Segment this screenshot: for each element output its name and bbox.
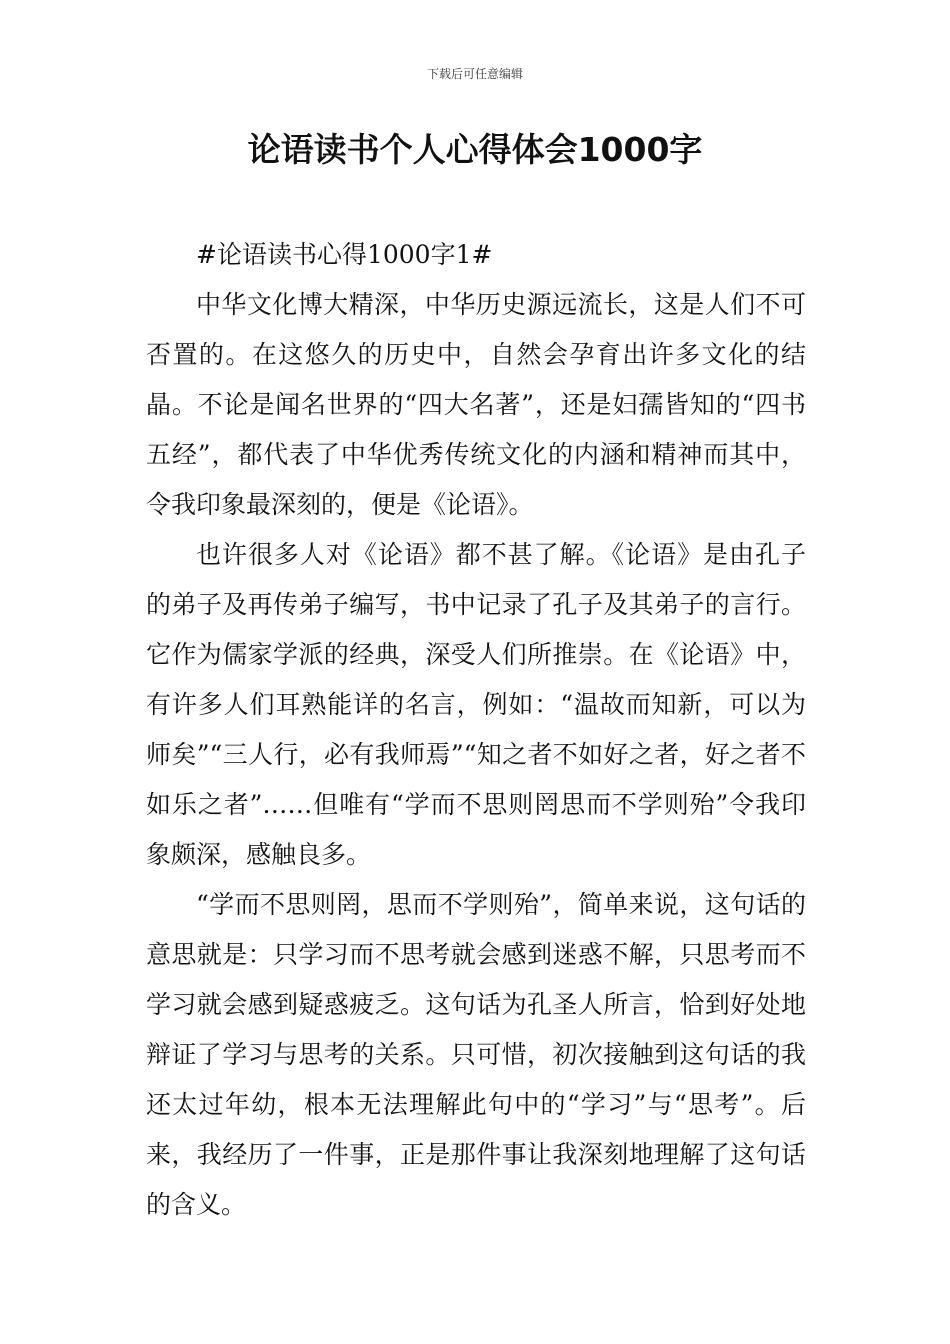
section-heading: #论语读书心得1000字1# bbox=[196, 240, 493, 269]
header-note: 下载后可任意编辑 bbox=[426, 67, 523, 81]
document-title: 论语读书个人心得体会1000字 bbox=[247, 130, 703, 169]
document-body bbox=[146, 230, 806, 1230]
paragraph: “学而不思则罔，思而不学则殆”，简单来说，这句话的意思就是：只学习而不思考就会感到迷惑不解，只思考而不学习就会感到疑惑疲乏。这句话为孔圣人所言，恰到好处地辩证了学习与思考的关系。只可惜，初次接触到这句话的我还太过年幼，根本无法理解此句中的“学习”与“思考”。后来，我经历了一件事，正是那件事让我深刻地理解了这句话的含义。 bbox=[146, 890, 806, 1219]
paragraph: 也许很多人对《论语》都不甚了解。《论语》是由孔子的弟子及再传弟子编写，书中记录了孔子及其弟子的言行。它作为儒家学派的经典，深受人们所推崇。在《论语》中，有许多人们耳熟能详的名言，例如：“温故而知新，可以为师矣”“三人行，必有我师焉”“知之者不如好之者，好之者不如乐之者”……但唯有“学而不思则罔思而不学则殆”令我印象颇深，感触良多。 bbox=[146, 540, 806, 869]
paragraph: 中华文化博大精深，中华历史源远流长，这是人们不可否置的。在这悠久的历史中，自然会孕育出许多文化的结晶。不论是闻名世界的“四大名著”，还是妇孺皆知的“四书五经”，都代表了中华优秀传统文化的内涵和精神而其中，令我印象最深刻的，便是《论语》。 bbox=[146, 290, 806, 519]
